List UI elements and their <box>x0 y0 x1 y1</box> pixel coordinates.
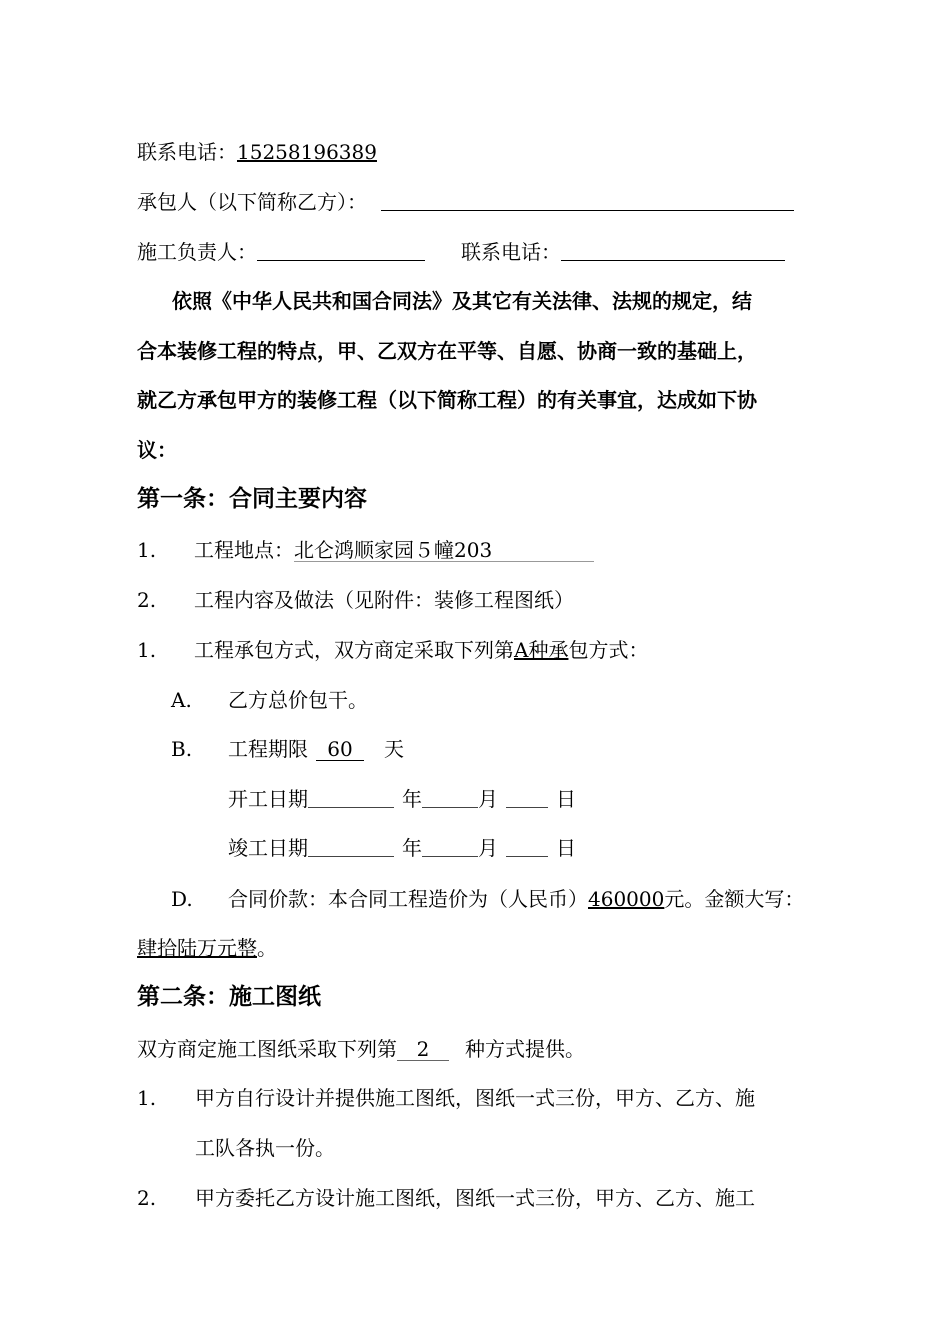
end-month-field[interactable] <box>422 836 478 857</box>
preamble-line-2: 合本装修工程的特点，甲、乙双方在平等、自愿、协商一致的基础上， <box>137 339 757 363</box>
end-day-unit: 日 <box>556 836 576 860</box>
article2-intro-pre: 双方商定施工图纸采取下列第 <box>137 1037 397 1061</box>
start-date-label: 开工日期 <box>228 787 308 811</box>
site-manager-phone-field[interactable] <box>561 240 785 261</box>
start-day-field[interactable] <box>506 787 548 808</box>
preamble-line-3: 就乙方承包甲方的装修工程（以下简称工程）的有关事宜，达成如下协 <box>137 388 757 412</box>
option-b-letter: B. <box>171 737 193 761</box>
article2-item1-line1: 甲方自行设计并提供施工图纸，图纸一式三份，甲方、乙方、施 <box>195 1086 755 1110</box>
amount-words-line <box>137 934 277 962</box>
option-b-unit: 天 <box>384 737 404 761</box>
article1-item1-num: 1. <box>137 538 157 562</box>
article1-item2-num: 2. <box>137 588 157 612</box>
contact-phone-label: 联系电话： <box>137 140 237 164</box>
end-date-label: 竣工日期 <box>228 836 308 860</box>
option-b-line <box>171 735 404 763</box>
end-day-field[interactable] <box>506 836 548 857</box>
start-year-unit: 年 <box>402 787 422 811</box>
start-month-unit: 月 <box>478 787 498 811</box>
contact-phone-line <box>137 138 377 166</box>
option-d-line <box>171 885 804 913</box>
article2-item2 <box>137 1184 755 1212</box>
article2-title: 第二条：施工图纸 <box>137 983 321 1010</box>
article2-intro <box>137 1035 585 1063</box>
contractor-label: 承包人（以下简称乙方）： <box>137 190 367 214</box>
contract-method-value: A种承 <box>514 638 569 662</box>
start-day-unit: 日 <box>556 787 576 811</box>
article1-item3-pre: 工程承包方式，双方商定采取下列第 <box>194 638 514 662</box>
article1-item1-label: 工程地点： <box>194 538 294 562</box>
site-manager-label: 施工负责人： <box>137 240 257 264</box>
contractor-name-field[interactable] <box>381 190 794 211</box>
article2-item2-num: 2. <box>137 1186 157 1210</box>
option-d-letter: D. <box>171 887 193 911</box>
article1-item2-text: 工程内容及做法（见附件：装修工程图纸） <box>194 588 574 612</box>
preamble-line-1: 依照《中华人民共和国合同法》及其它有关法律、法规的规定，结 <box>172 289 752 313</box>
amount-words-end: 。 <box>257 936 277 960</box>
site-address-value: 北仑鸿顺家园５幢203 <box>294 539 594 562</box>
article1-item3-num: 1. <box>137 638 157 662</box>
option-d-pre: 合同价款：本合同工程造价为（人民币） <box>228 887 588 911</box>
article2-item1-line2: 工队各执一份。 <box>195 1136 335 1160</box>
end-year-unit: 年 <box>402 836 422 860</box>
article1-item1 <box>137 536 594 564</box>
contractor-line <box>137 188 794 216</box>
end-date-line <box>228 834 576 862</box>
site-manager-name-field[interactable] <box>257 240 425 261</box>
end-month-unit: 月 <box>478 836 498 860</box>
article1-item3-post: 包方式： <box>568 638 649 662</box>
start-date-line <box>228 785 576 813</box>
article2-intro-post: 种方式提供。 <box>465 1037 585 1061</box>
start-year-field[interactable] <box>308 787 394 808</box>
duration-days-value: 60 <box>316 738 364 761</box>
amount-in-words-value: 肆拾陆万元整 <box>137 936 257 960</box>
option-a-line <box>171 686 368 714</box>
article1-item2 <box>137 586 574 614</box>
article1-item3 <box>137 636 648 664</box>
start-month-field[interactable] <box>422 787 478 808</box>
article1-title: 第一条：合同主要内容 <box>137 485 367 512</box>
option-d-post: 元。金额大写： <box>664 887 805 911</box>
drawing-method-value: 2 <box>397 1038 449 1061</box>
contract-price-value: 460000 <box>588 887 665 911</box>
contact-phone-value: 15258196389 <box>237 140 377 164</box>
article2-item1 <box>137 1084 755 1112</box>
article2-item2-line1: 甲方委托乙方设计施工图纸，图纸一式三份，甲方、乙方、施工 <box>195 1186 755 1210</box>
site-manager-phone-label: 联系电话： <box>461 240 561 264</box>
option-a-letter: A. <box>171 688 192 712</box>
article2-item1-num: 1. <box>137 1086 157 1110</box>
site-manager-line <box>137 238 785 266</box>
option-a-text: 乙方总价包干。 <box>228 688 368 712</box>
option-b-label: 工程期限 <box>228 737 308 761</box>
end-year-field[interactable] <box>308 836 394 857</box>
preamble-line-4: 议： <box>137 438 177 462</box>
